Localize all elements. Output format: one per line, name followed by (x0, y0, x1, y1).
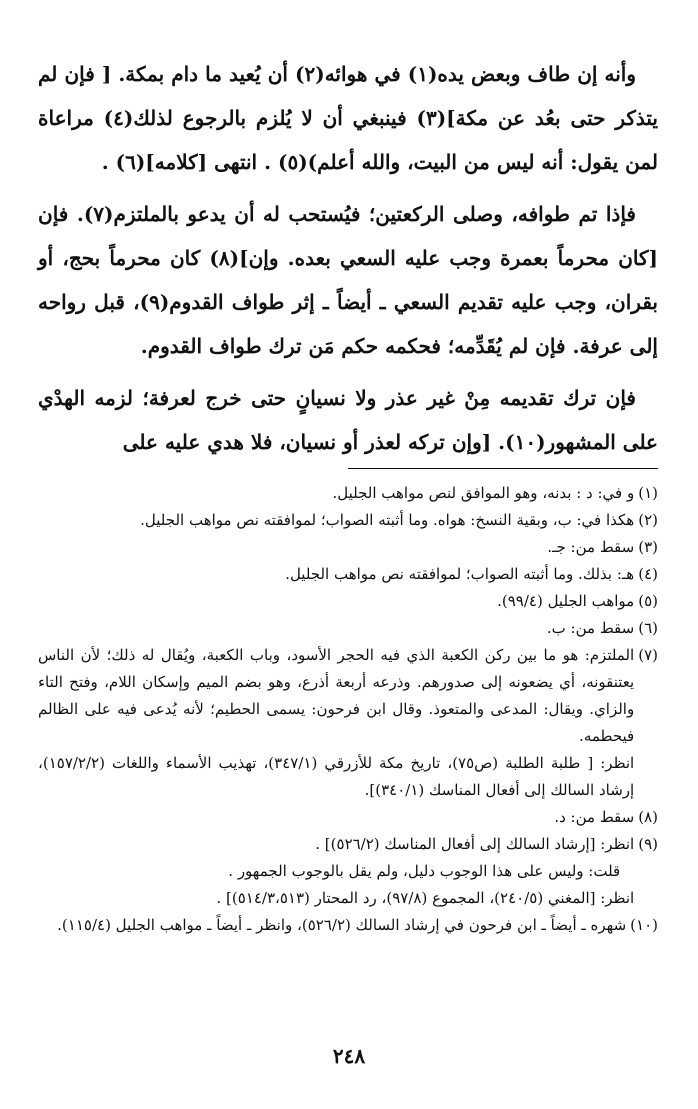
footnote-text: شهره ـ أيضاً ـ ابن فرحون في إرشاد السالك (٥٢٦/٢)، وانظر ـ أيضاً ـ مواهب الجليل (١١٥/٤). (57, 916, 627, 934)
paragraph-2: فإذا تم طوافه، وصلى الركعتين؛ فيُستحب له أن يدعو بالملتزم(٧). فإن [كان محرماً بعمرة وجب عليه السعي بعده. وإن](٨) كان محرماً بحج، أو بقران، وجب عليه تقديم السعي ـ أيضاً ـ إثر طواف القدوم(٩)، قبل رواحه إلى عرفة. فإن لم يُقَدِّمه؛ فحكمه حكم مَن ترك طواف القدوم. (38, 202, 659, 358)
paragraph-1: وأنه إن طاف وبعض يده(١) في هوائه(٢) أن يُعيد ما دام بمكة. [ فإن لم يتذكر حتى بعُد عن مكة](٣) فينبغي أن لا يُلزم بالرجوع لذلك(٤) مراعاة لمن يقول: أنه ليس من البيت، والله أعلم)(٥) . انتهى [كلامه](٦) . (38, 62, 658, 174)
footnote-number: (٦) (638, 619, 658, 637)
footnote-text: سقط من: د. (554, 808, 635, 826)
footnote-comment: قلت: وليس على هذا الوجوب دليل، ولم يقل بالوجوب الجمهور . (228, 862, 621, 880)
footnote-4 (38, 561, 658, 588)
footnote-number: (٣) (638, 538, 658, 556)
page-number: ٢٤٨ (332, 1044, 366, 1068)
footnote-reference: انظر: [المغني (٢٤٠/٥)، المجموع (٩٧/٨)، رد المحتار (٥١٤/٣،٥١٣)] . (216, 889, 635, 907)
footnote-text: هـ: بذلك. وما أثبته الصواب؛ لموافقته نص مواهب الجليل. (285, 565, 635, 583)
footnote-5 (38, 588, 658, 615)
footnote-body (38, 642, 634, 804)
footnote-number: (٩) (638, 835, 658, 853)
footnote-text: سقط من: جـ. (547, 538, 635, 556)
footnote-text: انظر: [إرشاد السالك إلى أفعال المناسك (٥٢٦/٢)] . (315, 835, 635, 853)
footnote-text: هكذا في: ب، وبقية النسخ: هواه. وما أثبته الصواب؛ لموافقته نص مواهب الجليل. (140, 511, 635, 529)
footnote-text: و في: د : بدنه، وهو الموافق لنص مواهب الجليل. (332, 484, 635, 502)
footnote-8 (38, 804, 658, 831)
footnote-6 (38, 615, 658, 642)
footnote-7 (38, 642, 658, 804)
footnote-text: الملتزم: هو ما بين ركن الكعبة الذي فيه الحجر الأسود، وباب الكعبة، ويُقال له ذلك؛ لأن الناس يعتنقونه، أي يضعونه إلى صدورهم. وذرعه أربعة أذرع، وهو بضم الميم وإسكان اللام، وفتح التاء والزاي. ويقال: المدعى والمتعوذ. وقال ابن فرحون: يسمى الحطيم؛ لأنه يُدعى فيه على الظالم فيحطمه. (38, 646, 635, 745)
main-text-block (38, 52, 658, 464)
footnote-number: (١) (638, 484, 658, 502)
footnote-2 (38, 507, 658, 534)
footnote-text: مواهب الجليل (٩٩/٤). (497, 592, 635, 610)
footnote-body (38, 831, 634, 912)
paragraph-3: فإن ترك تقديمه مِنْ غير عذر ولا نسيانٍ حتى خرج لعرفة؛ لزمه الهدْي على المشهور(١٠). [وإن تركه لعذر أو نسيان، فلا هدي عليه على (38, 386, 658, 454)
footnote-number: (٧) (638, 646, 658, 664)
footnote-number: (٢) (638, 511, 658, 529)
footnote-1 (38, 480, 658, 507)
footnote-divider (348, 468, 658, 469)
footnote-3 (38, 534, 658, 561)
footnote-number: (٥) (638, 592, 658, 610)
footnote-number: (٤) (638, 565, 658, 583)
footnote-10 (38, 912, 658, 939)
footnote-text: سقط من: ب. (546, 619, 635, 637)
footnotes-block (38, 480, 658, 939)
footnote-number: (١٠) (630, 916, 658, 934)
footnote-9 (38, 831, 658, 912)
footnote-reference: انظر: [ طلبة الطلبة (ص٧٥)، تاريخ مكة للأزرقي (٣٤٧/١)، تهذيب الأسماء واللغات (١٥٧/٢/٢)، إرشاد السالك إلى أفعال المناسك (٣٤٠/١)]. (38, 754, 635, 799)
footnote-number: (٨) (638, 808, 658, 826)
